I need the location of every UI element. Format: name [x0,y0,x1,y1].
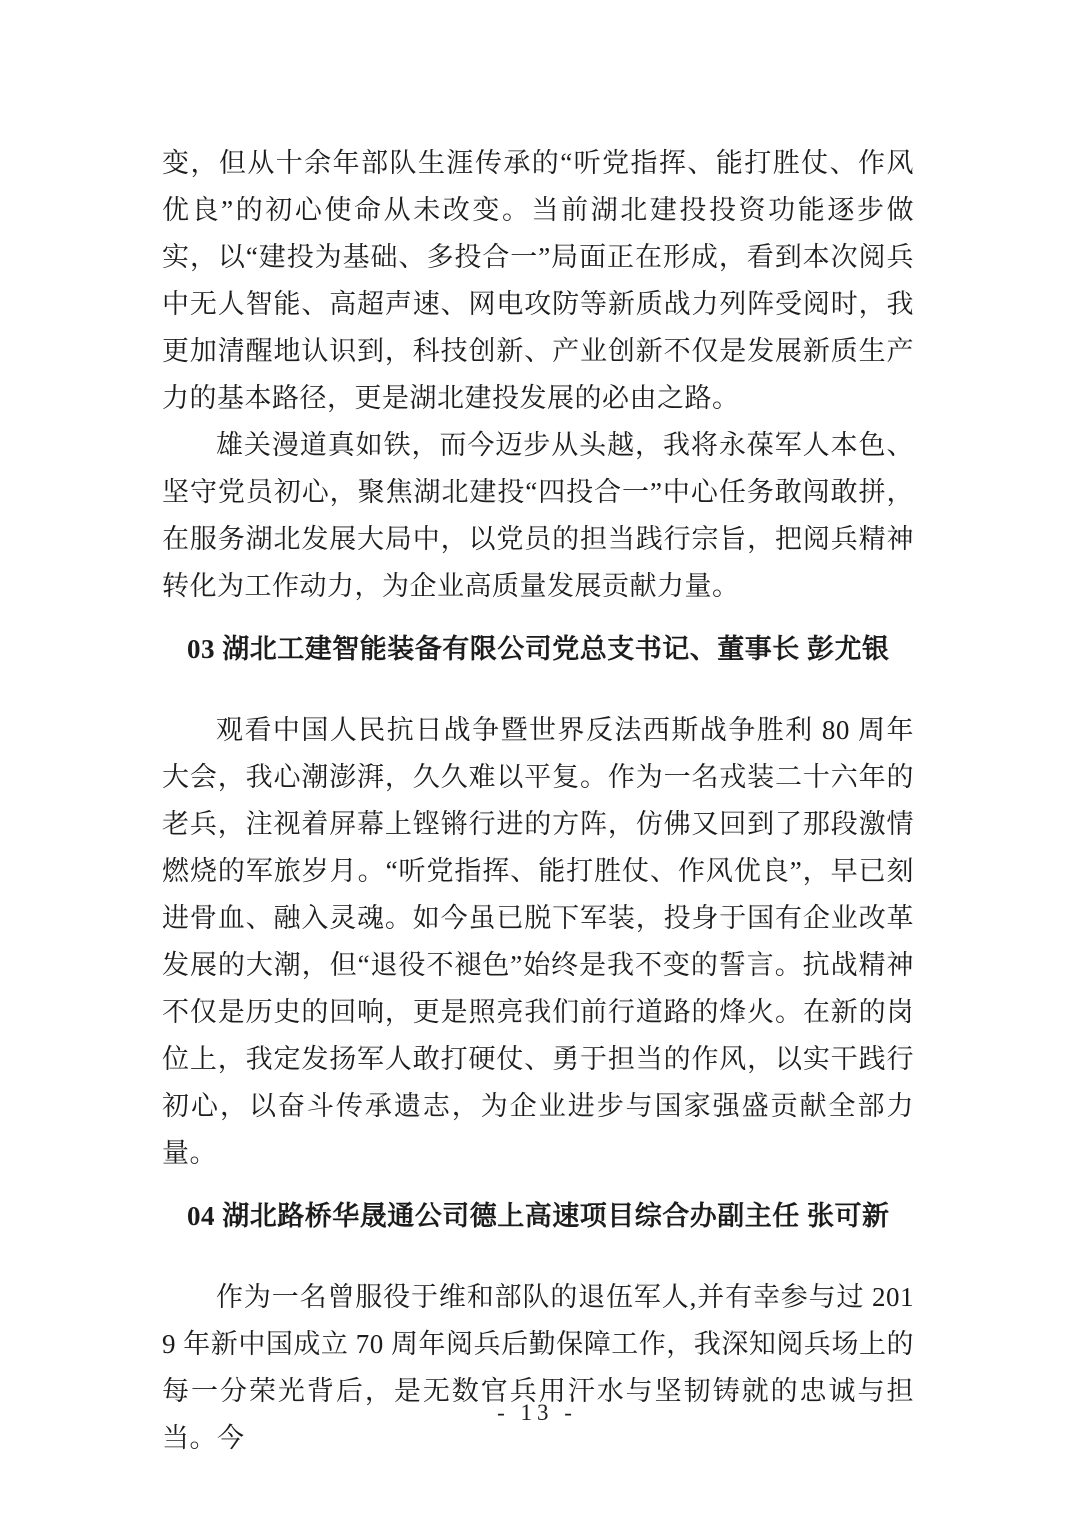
page-body [162,140,914,1462]
paragraph-continued: 变，但从十余年部队生涯传承的“听党指挥、能打胜仗、作风优良”的初心使命从未改变。当前湖北建投投资功能逐步做实，以“建投为基础、多投合一”局面正在形成，看到本次阅兵中无人智能、高超声速、网电攻防等新质战力列阵受阅时，我更加清醒地认识到，科技创新、产业创新不仅是发展新质生产力的基本路径，更是湖北建投发展的必由之路。 [162,148,914,413]
paragraph: 观看中国人民抗日战争暨世界反法西斯战争胜利 80 周年大会，我心潮澎湃，久久难以平复。作为一名戎装二十六年的老兵，注视着屏幕上铿锵行进的方阵，仿佛又回到了那段激情燃烧的军旅岁月。“听党指挥、能打胜仗、作风优良”，早已刻进骨血、融入灵魂。如今虽已脱下军装，投身于国有企业改革发展的大潮，但“退役不褪色”始终是我不变的誓言。抗战精神不仅是历史的回响，更是照亮我们前行道路的烽火。在新的岗位上，我定发扬军人敢打硬仗、勇于担当的作风，以实干践行初心，以奋斗传承遗志，为企业进步与国家强盛贡献全部力量。 [162,715,914,1168]
page-number: - 13 - [497,1400,577,1425]
paragraph: 雄关漫道真如铁，而今迈步从头越，我将永葆军人本色、坚守党员初心，聚焦湖北建投“四投合一”中心任务敢闯敢拼，在服务湖北发展大局中，以党员的担当践行宗旨，把阅兵精神转化为工作动力，为企业高质量发展贡献力量。 [162,430,914,601]
section-heading-03: 03 湖北工建智能装备有限公司党总支书记、董事长 彭尤银 [187,634,890,664]
section-heading-04: 04 湖北路桥华晟通公司德上高速项目综合办副主任 张可新 [187,1201,890,1231]
paragraph: 作为一名曾服役于维和部队的退伍军人,并有幸参与过 2019 年新中国成立 70 周年阅兵后勤保障工作，我深知阅兵场上的每一分荣光背后，是无数官兵用汗水与坚韧铸就的忠诚与担当。今 [162,1282,914,1453]
